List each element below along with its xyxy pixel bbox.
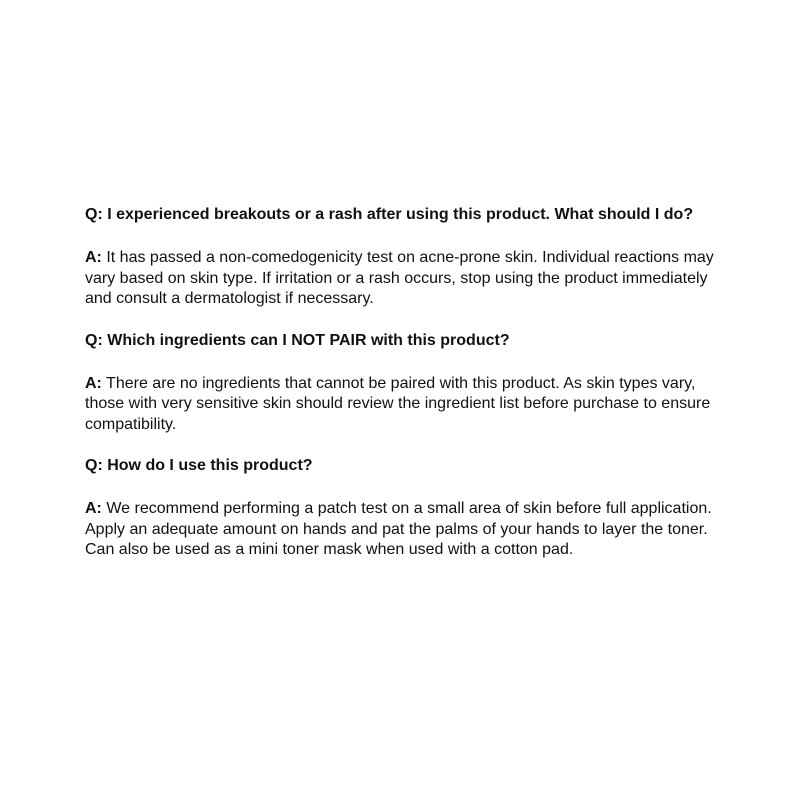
faq-item-ingredients [85,331,725,436]
faq-answer [85,374,725,436]
answer-label: A: [85,500,102,517]
answer-label: A: [85,249,102,266]
faq-question: Q: How do I use this product? [85,457,313,474]
faq-answer [85,248,725,310]
faq-question: Q: I experienced breakouts or a rash after using this product. What should I do? [85,206,694,223]
faq-item-usage [85,456,725,561]
faq-answer [85,499,725,561]
answer-label: A: [85,374,102,392]
faq-section [85,205,725,561]
faq-question: Q: Which ingredients can I NOT PAIR with this product? [85,331,510,349]
answer-text: We recommend performing a patch test on a small area of skin before full application. Apply an adequate amount on hands and pat the palms of your hands to layer the toner. Can also be used as a mini toner mask when used with a cotton pad. [85,500,712,558]
answer-text: It has passed a non-comedogenicity test on acne-prone skin. Individual reactions may vary based on skin type. If irritation or a rash occurs, stop using the product immediately and consult a dermatologist if necessary. [85,249,714,307]
answer-text: There are no ingredients that cannot be paired with this product. As skin types vary, those with very sensitive skin should review the ingredient list before purchase to ensure compatibility. [85,374,711,433]
faq-item-breakouts [85,205,725,310]
